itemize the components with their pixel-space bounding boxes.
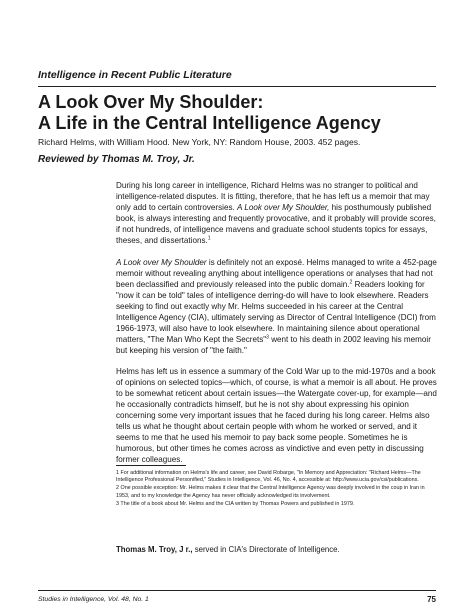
paragraph-3: Helms has left us in essence a summary of the Cold War up to the mid-1970s and a book of opinions on selected topics—which, of course, is what a memoir is all about. He proves to be somewhat reticent about certain issues—the Watergate cover-up, for example—and he occasionally contradicts himself, but he is not shy about expressing his opinion concerning some very important issues that he faced during his long career. Helms also tells us what he thought about certain people with whom he worked or served, and it seems to me that he used his memoir to pay back some people. Sometimes he is humorous, but other times he comes across as vindictive and even petty in discussing former colleagues. [116,367,437,464]
footnote-rule [116,465,186,466]
page-number: 75 [427,595,436,604]
section-title: Intelligence in Recent Public Literature [38,69,232,81]
footnote-2: 2 One possible exception: Mr. Helms makes it clear that the Central Intelligence Agency was deeply involved in the coup in Iran in 1953, and to my knowledge the Agency has never officially acknowledged its involvement. [116,485,425,499]
author-description: served in CIA's Directorate of Intelligence. [194,545,340,554]
author-name: Thomas M. Troy, J r., [116,545,193,554]
paragraph-2: A Look over My Shoulder is definitely not an exposé. Helms managed to write a 452-page memoir without revealing anything about intelligence operations or analyses that had not been declassified and previously released into the public domain.$^2$ Readers looking for "now it can be told" tales of intelligence derring-do will have to look elsewhere. Readers seeking to find out exactly why Mr. Helms succeeded in his career at the Central Intelligence Agency (CIA), ultimately serving as Director of Central Intelligence (DCI) from 1966-1973, will also have to look elsewhere. In maintaining silence about operational matters, "The Man Who Kept the Secrets"$^3$ went to his death in 2002 leaving his memoir but keeping his version of "the faith." [116,257,437,355]
author-note [116,545,340,554]
footer-rule [38,590,436,591]
book-title-italic: A Look over My Shoulder, [237,203,330,212]
article-title [38,92,438,134]
footnotes [116,470,438,509]
footnote-ref-2[interactable]: 2 [349,278,353,285]
footnote-ref-3[interactable]: 3 [266,333,269,340]
article-title-line1: A Look Over My Shoulder: [38,92,264,112]
header-rule [38,86,436,87]
paragraph-1: During his long career in intelligence, Richard Helms was no stranger to political and intelligence-related disputes. It is fitting, therefore, that he has left us a memoir that may only add to certain controversies. A Look over My Shoulder, his posthumously published book, is always interesting and frequently provocative, and it probably will provide scores, if not hundreds, of intelligence mavens and graduate school students topics for essays, theses, and dissertations.$^1$ [116,181,436,245]
journal-citation: Studies in Intelligence, Vol. 48, No. 1 [38,596,149,603]
footnote-3: 3 The title of a book about Mr. Helms and the CIA written by Thomas Powers and published in 1979. [116,500,355,507]
article-title-line2: A Life in the Central Intelligence Agency [38,113,381,133]
reviewer-byline: Reviewed by Thomas M. Troy, Jr. [38,154,195,165]
footnote-1: 1 For additional information on Helms's life and career, see David Robarge, "In Memory and Appreciation: "Richard Helms—The Intelligence Professional Personified," Studies in Intelligence, Vol. 46, No. 4, accessible at: http://www.ucia.gov/csi/publications. [116,470,421,484]
article-body [116,180,438,476]
book-title-italic: A Look over My Shoulder [116,257,207,267]
footnote-ref-1[interactable]: 1 [207,235,211,242]
book-citation: Richard Helms, with William Hood. New York, NY: Random House, 2003. 452 pages. [38,137,361,147]
